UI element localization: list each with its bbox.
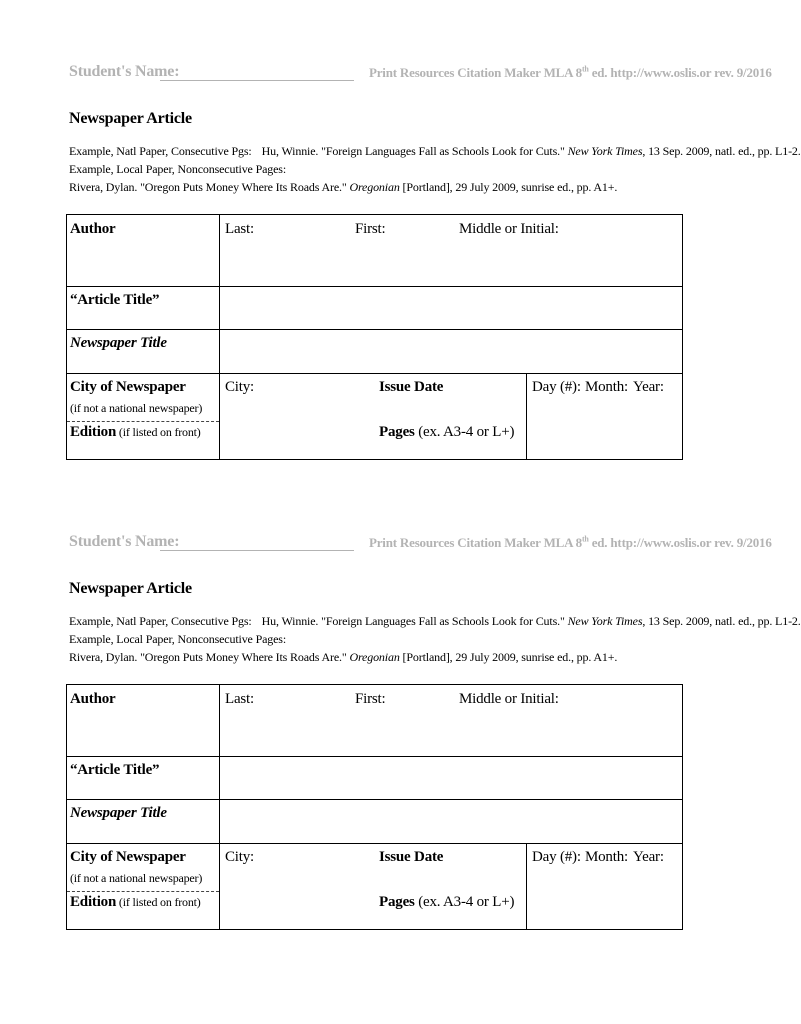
pages-label [379, 894, 514, 911]
author-name-input[interactable] [220, 243, 682, 285]
examples-block [69, 142, 801, 196]
newspaper-title-label: Newspaper Title [70, 805, 167, 821]
city-input[interactable] [220, 374, 376, 459]
city-label: City: [225, 379, 255, 395]
example-national-text-a: Hu, Winnie. "Foreign Languages Fall as Schools Look for Cuts." [261, 144, 568, 158]
student-name-line[interactable] [160, 550, 354, 551]
example-line-1 [69, 142, 801, 160]
form-header [69, 533, 772, 555]
edition-note: (if listed on front) [116, 425, 201, 439]
example-line-3 [69, 648, 801, 666]
issue-date-input[interactable] [527, 844, 682, 929]
city-label: City: [225, 849, 255, 865]
citation-table [66, 684, 683, 930]
citation-maker-prefix: Print Resources Citation Maker MLA 8 [369, 65, 582, 80]
day-label: Day (#): [532, 849, 581, 865]
edition-text: Edition [70, 894, 117, 910]
example-line-2: Example, Local Paper, Nonconsecutive Pages: [69, 632, 286, 646]
year-label: Year: [633, 379, 664, 395]
year-label: Year: [633, 849, 664, 865]
citation-maker-sup: th [581, 64, 589, 74]
article-title-label: “Article Title” [70, 762, 160, 778]
form-header [69, 63, 772, 85]
examples-block [69, 612, 801, 666]
month-label: Month: [585, 379, 628, 395]
example-local-newspaper: Oregonian [349, 650, 400, 664]
article-title-input[interactable] [220, 287, 682, 329]
example-national-text-a: Hu, Winnie. "Foreign Languages Fall as Schools Look for Cuts." [261, 614, 568, 628]
first-name-label: First: [355, 221, 386, 237]
citation-maker-suffix: ed. http://www.oslis.or rev. 9/2016 [588, 65, 772, 80]
article-title-label: “Article Title” [70, 292, 160, 308]
citation-maker-sup: th [581, 534, 589, 544]
pages-label [379, 424, 514, 441]
author-label: Author [70, 221, 116, 237]
citation-form-1 [0, 0, 801, 470]
example-local-text-b: [Portland], 29 July 2009, sunrise ed., pp. A1+. [399, 180, 618, 194]
edition-note: (if listed on front) [116, 895, 201, 909]
example-local-newspaper: Oregonian [349, 180, 400, 194]
example-local-text-b: [Portland], 29 July 2009, sunrise ed., pp. A1+. [399, 650, 618, 664]
example-local-text-a: Rivera, Dylan. "Oregon Puts Money Where Its Roads Are." [69, 650, 350, 664]
article-heading: Newspaper Article [69, 580, 192, 597]
citation-maker-title [369, 65, 772, 81]
issue-date-input[interactable] [527, 374, 682, 459]
example-national-label: Example, Natl Paper, Consecutive Pgs: [69, 614, 252, 628]
citation-maker-suffix: ed. http://www.oslis.or rev. 9/2016 [588, 535, 772, 550]
student-name-line[interactable] [160, 80, 354, 81]
middle-initial-label: Middle or Initial: [459, 221, 559, 237]
student-name-label: Student's Name: [69, 63, 180, 80]
pages-note: (ex. A3-4 or L+) [414, 424, 515, 440]
example-local-text-a: Rivera, Dylan. "Oregon Puts Money Where Its Roads Are." [69, 180, 350, 194]
example-national-newspaper: New York Times [567, 614, 643, 628]
example-national-newspaper: New York Times [567, 144, 643, 158]
pages-note: (ex. A3-4 or L+) [414, 894, 515, 910]
newspaper-title-label: Newspaper Title [70, 335, 167, 351]
citation-table [66, 214, 683, 460]
edition-text: Edition [70, 424, 117, 440]
example-national-label: Example, Natl Paper, Consecutive Pgs: [69, 144, 252, 158]
city-note: (if not a national newspaper) [70, 401, 203, 415]
article-heading: Newspaper Article [69, 110, 192, 127]
city-note: (if not a national newspaper) [70, 871, 203, 885]
citation-form-2 [0, 470, 801, 940]
day-label: Day (#): [532, 379, 581, 395]
example-national-text-b: , 13 Sep. 2009, natl. ed., pp. L1-2. [642, 614, 801, 628]
pages-text: Pages [379, 424, 415, 440]
pages-text: Pages [379, 894, 415, 910]
last-name-label: Last: [225, 221, 254, 237]
citation-maker-title [369, 535, 772, 551]
example-national-text-b: , 13 Sep. 2009, natl. ed., pp. L1-2. [642, 144, 801, 158]
first-name-label: First: [355, 691, 386, 707]
city-input[interactable] [220, 844, 376, 929]
issue-date-label: Issue Date [379, 849, 444, 865]
author-label: Author [70, 691, 116, 707]
edition-label [70, 424, 201, 441]
example-line-3 [69, 178, 801, 196]
issue-date-label: Issue Date [379, 379, 444, 395]
newspaper-title-input[interactable] [220, 330, 682, 373]
author-name-input[interactable] [220, 713, 682, 755]
last-name-label: Last: [225, 691, 254, 707]
city-of-newspaper-label: City of Newspaper [70, 379, 186, 395]
student-name-label: Student's Name: [69, 533, 180, 550]
citation-maker-prefix: Print Resources Citation Maker MLA 8 [369, 535, 582, 550]
newspaper-title-input[interactable] [220, 800, 682, 843]
city-of-newspaper-label: City of Newspaper [70, 849, 186, 865]
middle-initial-label: Middle or Initial: [459, 691, 559, 707]
example-line-1 [69, 612, 801, 630]
dashed-divider [67, 891, 219, 892]
example-line-2: Example, Local Paper, Nonconsecutive Pages: [69, 162, 286, 176]
month-label: Month: [585, 849, 628, 865]
dashed-divider [67, 421, 219, 422]
edition-label [70, 894, 201, 911]
article-title-input[interactable] [220, 757, 682, 799]
